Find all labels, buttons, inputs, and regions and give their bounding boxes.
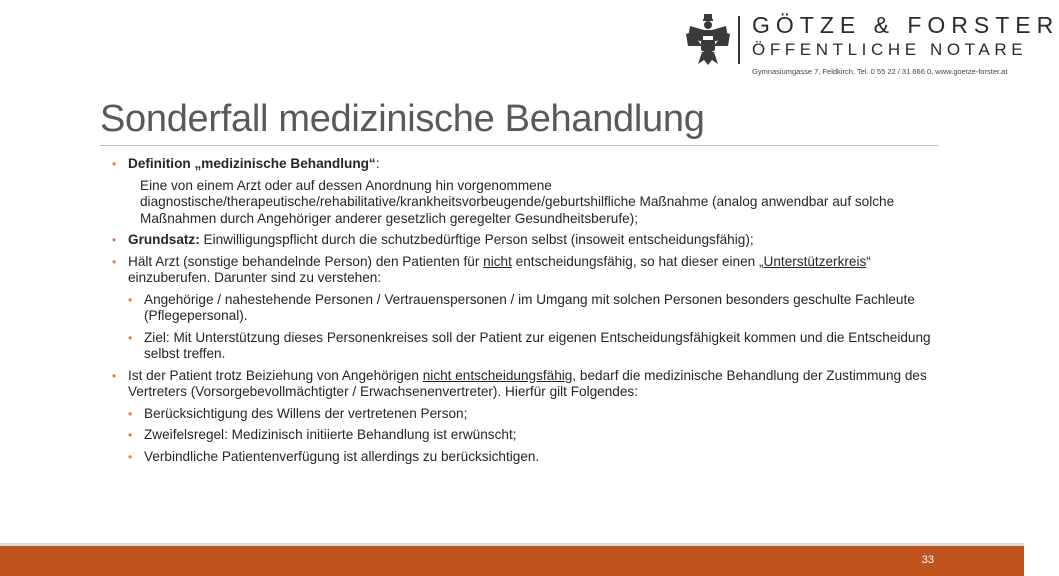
bullet-grundsatz (112, 232, 940, 249)
bullet-patient (112, 368, 940, 401)
bullet-arzt (112, 254, 940, 287)
arzt-text-2: entscheidungsfähig, so hat dieser einen „ (511, 253, 764, 269)
arzt-underline-unterstuetzerkreis: Unterstützerkreis (763, 253, 867, 269)
logo-divider (738, 16, 740, 64)
page-number: 33 (921, 554, 934, 566)
footer-bar (0, 546, 1024, 576)
bullet-icon: • (112, 233, 117, 247)
slide-content (112, 156, 940, 470)
arzt-text-3: “ einzuberufen. Darunter sind zu verstehen: (128, 253, 871, 285)
firm-address: Gymnasiumgasse 7, Feldkirch, Tel. 0 55 22 / 31 666 0, www.goetze-forster.at (752, 67, 1008, 76)
sub-bullet-zweifelsregel (128, 427, 940, 444)
firm-name: GÖTZE & FORSTER (752, 12, 1059, 38)
firm-subtitle: ÖFFENTLICHE NOTARE (752, 40, 1028, 59)
grundsatz-text: Einwilligungspflicht durch die schutzbedürftige Person selbst (insoweit entscheidungsfähig); (199, 232, 754, 247)
bullet-icon: • (128, 428, 133, 442)
definition-colon: : (375, 156, 380, 171)
sub-bullet-willen (128, 406, 940, 423)
bullet-icon: • (112, 368, 117, 383)
sub3-text: Berücksichtigung des Willens der vertretenen Person; (144, 405, 468, 421)
sub-bullet-ziel (128, 330, 940, 363)
sub5-text: Verbindliche Patientenverfügung ist allerdings zu berücksichtigen. (144, 448, 540, 464)
sub1-text: Angehörige / nahestehende Personen / Vertrauenspersonen / im Umgang mit solchen Personen besonders geschulte Fachleute (Pflegepersonal). (144, 291, 915, 323)
patient-underline: nicht entscheidungsfähig (422, 367, 573, 383)
bullet-definition (112, 156, 940, 173)
definition-text: Eine von einem Arzt oder auf dessen Anordnung hin vorgenommene diagnostische/therapeutische/rehabilitative/krankheitsvorbeugende/geburtshilfliche Maßnahme (analog anwendbar auf solche Maßnahmen durch Angehöriger anderer gesetzlich geregelter Gesundheitsberufe); (140, 177, 895, 226)
bullet-icon: • (128, 292, 133, 307)
austrian-eagle-crest-icon (684, 12, 732, 66)
sub-bullet-patientenverfuegung (128, 449, 940, 466)
arzt-underline-nicht: nicht (483, 253, 512, 269)
bullet-icon: • (128, 406, 133, 421)
sub-bullet-angehoerige (128, 292, 940, 325)
bullet-icon: • (112, 157, 117, 171)
arzt-text-1: Hält Arzt (sonstige behandelnde Person) den Patienten für (128, 253, 484, 269)
sub2-text: Ziel: Mit Unterstützung dieses Personenkreises soll der Patient zur eigenen Entscheidungsfähigkeit kommen und die Entscheidung selbst treffen. (144, 329, 931, 361)
bullet-icon: • (128, 449, 133, 464)
title-divider (100, 145, 938, 146)
firm-logo (684, 10, 1059, 82)
bullet-icon: • (112, 254, 117, 269)
definition-label: Definition „medizinische Behandlung“ (128, 156, 376, 171)
grundsatz-label: Grundsatz: (128, 232, 200, 247)
slide-title: Sonderfall medizinische Behandlung (100, 98, 705, 140)
sub4-text: Zweifelsregel: Medizinisch initiierte Behandlung ist erwünscht; (144, 427, 517, 442)
patient-text-1: Ist der Patient trotz Beiziehung von Angehörigen (128, 367, 423, 383)
bullet-icon: • (128, 330, 133, 345)
patient-text-2: , bedarf die medizinische Behandlung der Zustimmung des Vertreters (Vorsorgebevollmächtigter / Erwachsenenvertreter). Hierfür gilt Folgendes: (128, 367, 927, 399)
